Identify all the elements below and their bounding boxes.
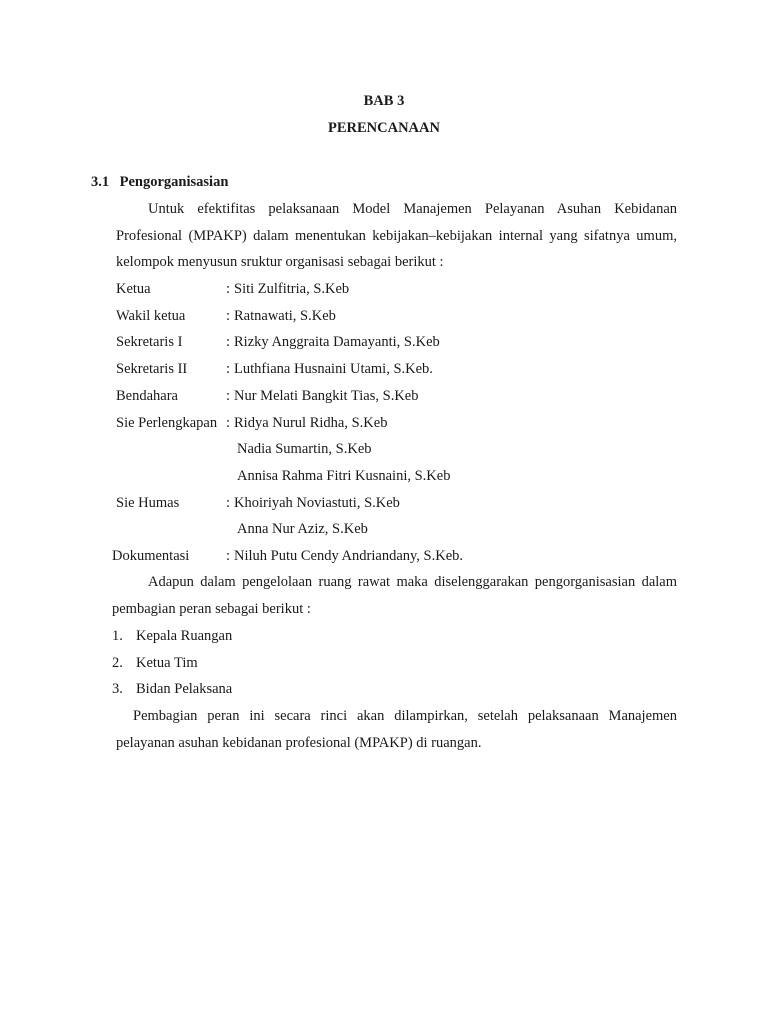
list-item-text: Bidan Pelaksana: [136, 681, 233, 698]
org-colon: :: [226, 281, 231, 297]
org-colon: :: [226, 387, 231, 404]
list-item-number: 1.: [112, 628, 123, 644]
closing-line: Pembagian peran ini secara rinci akan dilampirkan, setelah pelaksanaan Manajemen: [133, 708, 677, 724]
intro-paragraph: [116, 196, 677, 276]
list-item-number: 3.: [112, 681, 123, 698]
list-item-number: 2.: [112, 654, 123, 671]
org-name: Ratnawati, S.Keb: [234, 307, 336, 324]
org-role: Sekretaris II: [116, 361, 188, 378]
chapter-title: PERENCANAAN: [328, 120, 440, 136]
org-role: Wakil ketua: [116, 307, 186, 324]
org-name: Khoiriyah Noviastuti, S.Keb: [234, 494, 400, 511]
roles-intro-line: Adapun dalam pengelolaan ruang rawat maka diselenggarakan pengorganisasian dalam: [148, 574, 677, 590]
org-name: Nadia Sumartin, S.Keb: [237, 441, 372, 458]
org-name: Niluh Putu Cendy Andriandany, S.Keb.: [234, 548, 464, 564]
org-name: Siti Zulfitria, S.Keb: [234, 281, 350, 297]
org-role: Sie Humas: [116, 494, 180, 511]
org-name: Annisa Rahma Fitri Kusnaini, S.Keb: [237, 467, 451, 484]
org-colon: :: [226, 307, 231, 324]
org-name: Ridya Nurul Ridha, S.Keb: [234, 414, 388, 431]
org-role: Sekretaris I: [116, 334, 183, 351]
intro-line: Profesional (MPAKP) dalam menentukan kebijakan–kebijakan internal yang sifatnya umum,: [116, 227, 677, 244]
org-colon: :: [226, 548, 231, 564]
org-name: Luthfiana Husnaini Utami, S.Keb.: [234, 361, 433, 378]
section-title: Pengorganisasian: [119, 174, 229, 190]
org-name: Nur Melati Bangkit Tias, S.Keb: [234, 387, 419, 404]
org-role: Dokumentasi: [112, 548, 190, 564]
org-colon: :: [226, 334, 231, 351]
org-name: Rizky Anggraita Damayanti, S.Keb: [234, 334, 440, 351]
org-role: Sie Perlengkapan: [116, 414, 218, 431]
section-number: 3.1: [91, 174, 110, 190]
section-heading: [91, 174, 228, 191]
org-name: Anna Nur Aziz, S.Keb: [237, 521, 368, 538]
intro-line: kelompok menyusun sruktur organisasi sebagai berikut :: [116, 254, 444, 271]
org-colon: :: [226, 414, 231, 431]
roles-intro-paragraph: [112, 569, 677, 622]
closing-paragraph: [116, 703, 677, 756]
org-role: Ketua: [116, 281, 151, 297]
list-item-text: Ketua Tim: [136, 654, 198, 671]
chapter-number: BAB 3: [363, 93, 405, 109]
org-role: Bendahara: [116, 387, 178, 404]
roles-intro-line: pembagian peran sebagai berikut :: [112, 600, 311, 617]
org-colon: :: [226, 361, 231, 378]
list-item-text: Kepala Ruangan: [136, 628, 233, 644]
org-colon: :: [226, 494, 231, 511]
closing-line: pelayanan asuhan kebidanan profesional (MPAKP) di ruangan.: [116, 734, 482, 751]
intro-line: Untuk efektifitas pelaksanaan Model Manajemen Pelayanan Asuhan Kebidanan: [148, 201, 677, 217]
